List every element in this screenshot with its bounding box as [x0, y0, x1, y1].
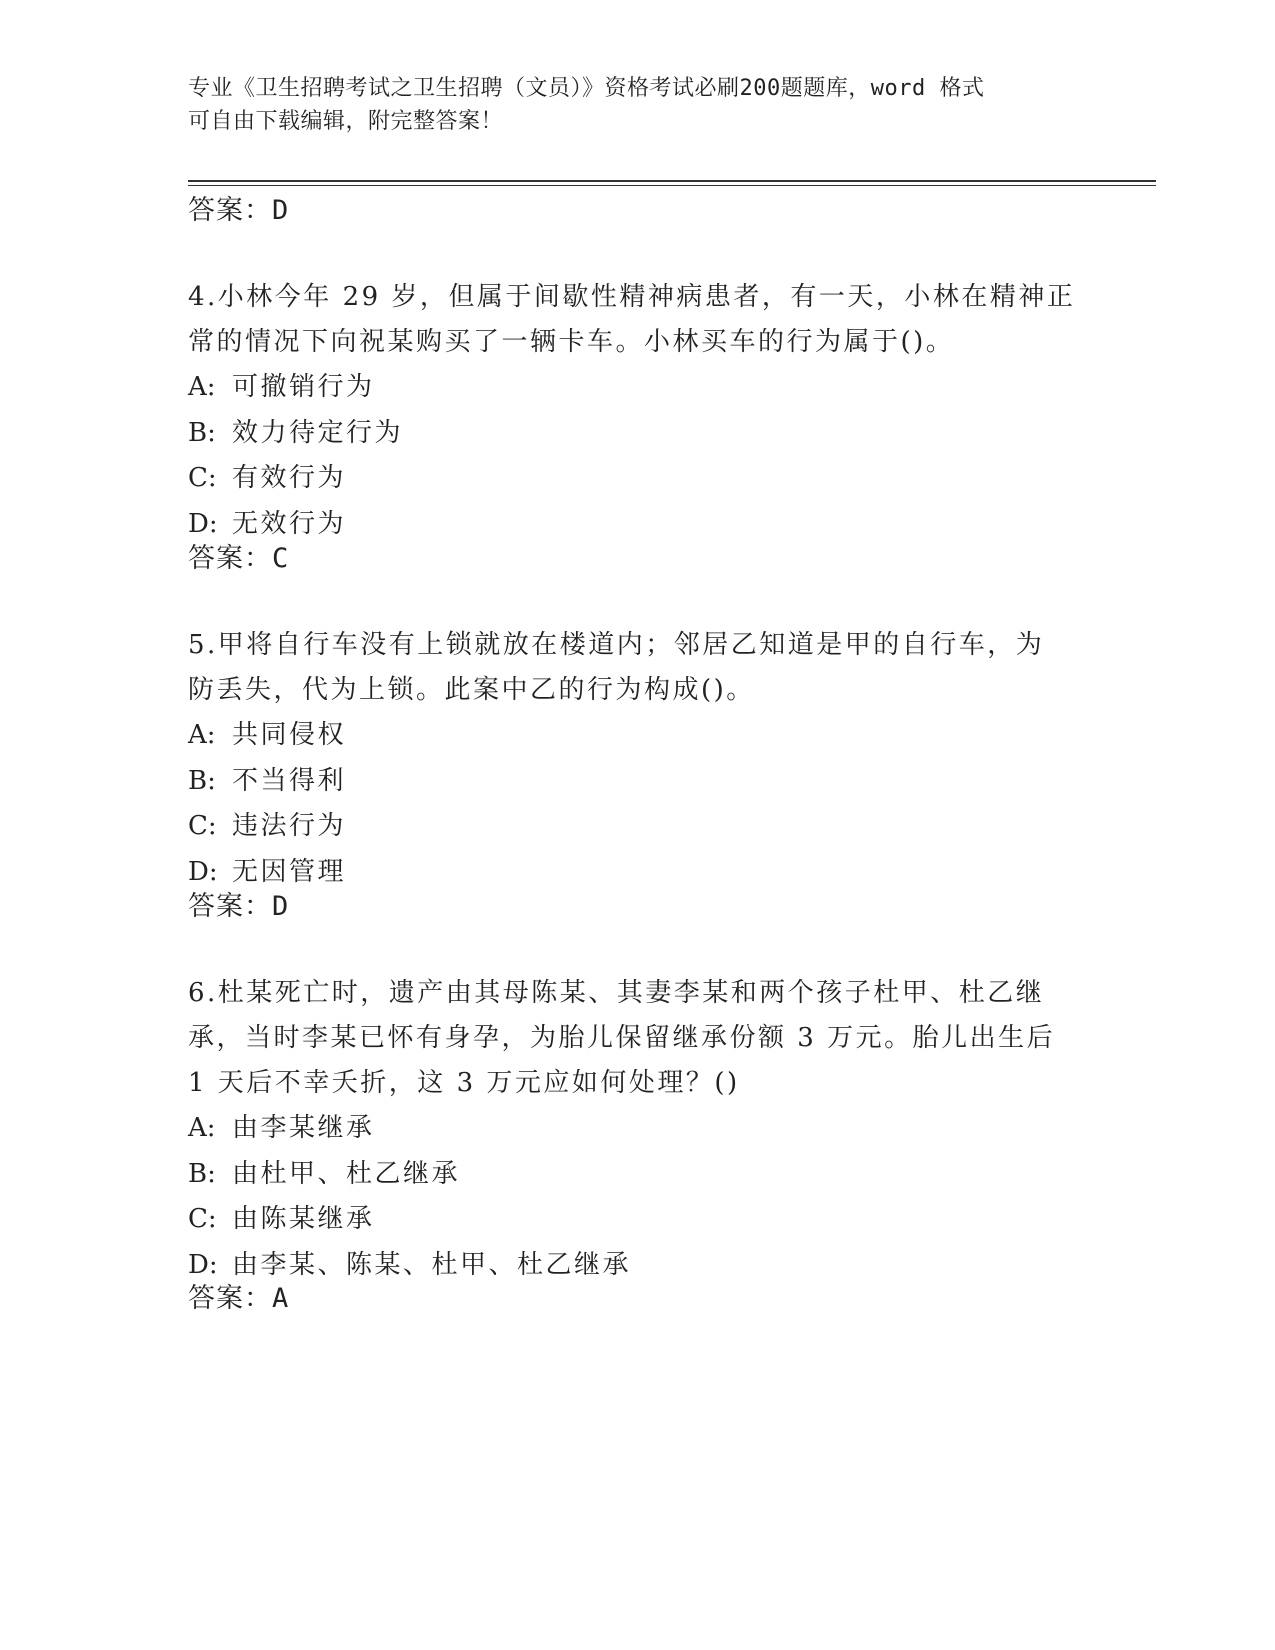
option-text: 由李某继承 [232, 1113, 375, 1143]
question-stem [188, 971, 1088, 1106]
stem-line: 4.小林今年 29 岁，但属于间歇性精神病患者，有一天，小林在精神正 [188, 282, 1076, 312]
option-label: C: [188, 1204, 217, 1234]
option-a [188, 1106, 1088, 1152]
stem-line: 6.杜某死亡时，遗产由其母陈某、其妻李某和两个孩子杜甲、杜乙继 [188, 978, 1045, 1008]
stem-line: 防丢失，代为上锁。此案中乙的行为构成()。 [188, 675, 755, 705]
option-text: 有效行为 [232, 463, 347, 493]
option-text: 无效行为 [232, 508, 347, 539]
option-text: 由李某、陈某、杜甲、杜乙继承 [232, 1249, 632, 1280]
option-label: D: [188, 856, 218, 887]
option-d [188, 850, 1088, 896]
option-c [188, 456, 1088, 502]
option-label: D: [188, 508, 218, 539]
option-text: 违法行为 [232, 811, 347, 841]
option-b [188, 411, 1088, 457]
option-c [188, 804, 1088, 850]
header-divider-bottom [188, 185, 1156, 186]
answer-line: 答案：D [188, 891, 290, 922]
option-text: 由陈某继承 [232, 1204, 375, 1234]
question-stem [188, 275, 1088, 365]
option-d [188, 1243, 1088, 1289]
option-label: A: [188, 1113, 216, 1143]
stem-line: 1 天后不幸夭折，这 3 万元应如何处理？() [188, 1068, 740, 1098]
stem-line: 承，当时李某已怀有身孕，为胎儿保留继承份额 3 万元。胎儿出生后 [188, 1023, 1056, 1053]
option-a [188, 713, 1088, 759]
question-6 [188, 971, 1088, 1288]
stem-line: 5.甲将自行车没有上锁就放在楼道内；邻居乙知道是甲的自行车，为 [188, 630, 1045, 660]
option-label: A: [188, 720, 216, 750]
option-label: B: [188, 1158, 216, 1189]
question-5 [188, 623, 1088, 895]
header-line-1: 专业《卫生招聘考试之卫生招聘（文员）》资格考试必刷200题题库，word 格式 [188, 76, 985, 101]
option-b [188, 759, 1088, 805]
question-stem [188, 623, 1088, 713]
option-label: C: [188, 811, 217, 841]
option-label: D: [188, 1249, 218, 1280]
document-header [188, 72, 1088, 138]
option-text: 无因管理 [232, 856, 347, 887]
answer-line: 答案：C [188, 543, 290, 574]
answer-line: 答案：A [188, 1283, 290, 1314]
option-c [188, 1197, 1088, 1243]
header-line-2: 可自由下载编辑，附完整答案！ [188, 109, 504, 134]
option-text: 效力待定行为 [232, 417, 404, 448]
option-text: 由杜甲、杜乙继承 [232, 1158, 461, 1189]
option-d [188, 502, 1088, 548]
option-text: 共同侵权 [232, 720, 347, 750]
stem-line: 常的情况下向祝某购买了一辆卡车。小林买车的行为属于()。 [188, 327, 955, 357]
option-label: C: [188, 463, 217, 493]
option-text: 不当得利 [232, 765, 347, 796]
answer-line-previous: 答案：D [188, 195, 290, 226]
option-text: 可撤销行为 [232, 372, 375, 402]
question-4 [188, 275, 1088, 547]
option-label: B: [188, 765, 216, 796]
header-divider-top [188, 180, 1156, 182]
option-label: B: [188, 417, 216, 448]
option-b [188, 1152, 1088, 1198]
option-label: A: [188, 372, 216, 402]
option-a [188, 365, 1088, 411]
